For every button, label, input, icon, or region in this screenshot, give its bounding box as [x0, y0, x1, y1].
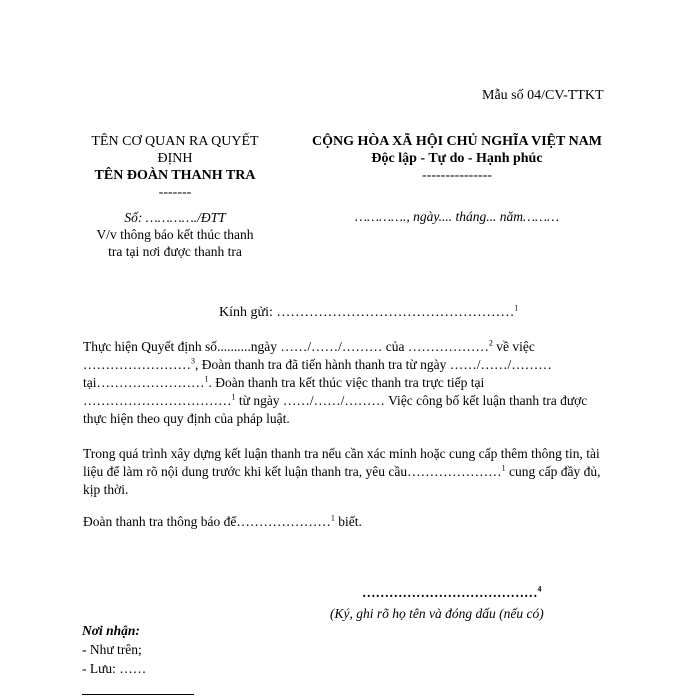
recipient-line [219, 305, 518, 321]
signature-placeholder [362, 585, 542, 601]
footnote-ref: 4 [537, 584, 542, 594]
p1-text-c: , Đoàn thanh tra đã tiến hành thanh tra từ ngày ……/……/……… tại…………………… [83, 357, 552, 390]
paragraph-decision [83, 338, 613, 428]
footnote-ref: 1 [204, 374, 209, 384]
document-number: Số: …………./ĐTT [124, 210, 226, 225]
agency-name-line2: ĐỊNH [157, 151, 193, 166]
signature-note: (Ký, ghi rõ họ tên và đóng dấu (nếu có) [330, 606, 544, 621]
p1-text-b: về việc …………………… [83, 339, 535, 372]
footnote-ref: 2 [488, 338, 493, 348]
receiver-item: - Như trên; [82, 642, 142, 657]
left-divider: ------- [158, 185, 192, 200]
p1-text-d: . Đoàn thanh tra kết thúc việc thanh tra trực tiếp tại …………………………… [83, 375, 485, 408]
subject-line1: V/v thông báo kết thúc thanh [96, 227, 254, 242]
issuing-agency-header [70, 133, 280, 201]
right-divider: --------------- [422, 168, 492, 183]
signature-dots: ………………………………… [362, 585, 538, 600]
p1-text-a: Thực hiện Quyết định số..........ngày ……/……/……… của ……………… [83, 339, 489, 354]
footnote-separator [82, 694, 194, 695]
receiver-item: - Lưu: …… [82, 661, 147, 676]
issue-date: …………., ngày.... tháng... năm……… [354, 209, 560, 224]
form-number: Mẫu số 04/CV-TTKT [482, 88, 604, 103]
footnote-ref: 1 [231, 392, 236, 402]
agency-name-line1: TÊN CƠ QUAN RA QUYẾT [91, 134, 259, 149]
national-motto: Độc lập - Tự do - Hạnh phúc [371, 151, 543, 166]
paragraph-notice [83, 513, 613, 531]
inspection-team-name: TÊN ĐOÀN THANH TRA [94, 168, 256, 183]
footnote-ref: 1 [501, 463, 506, 473]
p1-text-e: từ ngày ……/……/……… Việc công bố kết luận thanh tra được thực hiện theo quy định của pháp luật. [83, 393, 588, 426]
recipient-label: Kính gửi: …………………………………………… [219, 305, 515, 320]
p2-text-b: cung cấp đầy đủ, kịp thời. [83, 464, 601, 497]
national-header [282, 133, 632, 184]
country-name: CỘNG HÒA XÃ HỘI CHỦ NGHĨA VIỆT NAM [311, 134, 602, 149]
p3-text-a: Đoàn thanh tra thông báo để………………… [83, 514, 331, 529]
footnote-ref: 3 [191, 356, 195, 366]
subject-line2: tra tại nơi được thanh tra [108, 244, 242, 259]
p2-text-a: Trong quá trình xây dựng kết luận thanh tra nếu cần xác minh hoặc cung cấp thêm thông tin, tài liệu để làm rõ nội dung trước khi kết luận thanh tra, yêu cầu………………… [83, 446, 600, 479]
paragraph-request [83, 445, 613, 499]
document-reference [70, 209, 280, 260]
footnote-ref: 1 [514, 303, 519, 313]
footnote-ref: 1 [330, 513, 335, 523]
p3-text-b: biết. [334, 514, 362, 529]
receivers-title: Nơi nhận: [82, 623, 140, 638]
